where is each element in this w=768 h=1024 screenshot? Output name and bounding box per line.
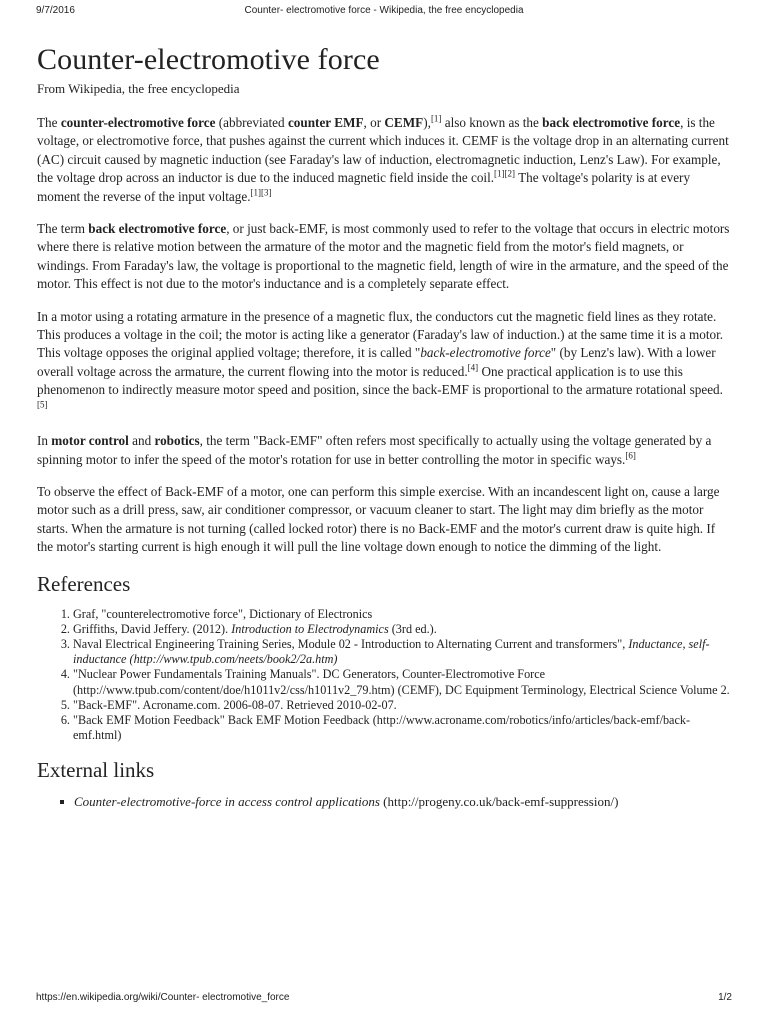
citation-link[interactable]: [1] — [430, 113, 442, 124]
italic-term: back-electromotive force — [420, 345, 551, 361]
text: also known as the — [441, 115, 543, 130]
citation-link[interactable]: [5] — [37, 399, 48, 410]
bold-term: motor control — [51, 433, 129, 449]
citation-link[interactable]: [4] — [467, 362, 479, 373]
citation-link[interactable]: [6] — [625, 450, 636, 461]
print-header — [0, 5, 768, 21]
print-page-number: 1/2 — [718, 992, 732, 1003]
external-link-item — [74, 793, 733, 811]
external-link-url: (http://progeny.co.uk/back-emf-suppression/) — [379, 794, 619, 810]
text: The voltage's polarity is at every moment the reverse of the input voltage. — [37, 170, 691, 204]
bold-term: counter EMF — [287, 115, 364, 130]
bold-term: counter-electromotive force — [60, 115, 216, 130]
print-date: 9/7/2016 — [36, 5, 75, 16]
text: , is the voltage, or electromotive force, that pushes against the current which induces it. CEMF is the voltage drop in an alternating current (AC) circuit caused by magnetic induction (see Faraday's law of induction, electromagnetic induction, Lenz's Law). For example, the voltage drop across an inductor is due to the induced magnetic field inside the coil. — [37, 115, 729, 186]
paragraph-motor — [37, 308, 733, 418]
text: (abbreviated — [215, 115, 288, 130]
external-links-list — [37, 793, 733, 811]
reference-text: "Back EMF Motion Feedback" Back EMF Motion Feedback (http://www.acroname.com/robotics/info/articles/back-emf/back-emf.html) — [73, 712, 691, 743]
bold-term: back electromotive force — [542, 115, 681, 130]
references-list — [37, 607, 733, 744]
bullet-icon — [60, 800, 64, 804]
reference-text: "Back-EMF". Acroname.com. 2006-08-07. Retrieved 2010-02-07. — [73, 697, 397, 712]
article-title: Counter-electromotive force — [37, 43, 380, 76]
citation-link[interactable]: [1][3] — [250, 187, 272, 198]
print-page-title: Counter- electromotive force - Wikipedia, the free encyclopedia — [244, 5, 524, 16]
bold-term: CEMF — [384, 115, 424, 130]
text: and — [128, 433, 155, 449]
references-heading: References — [37, 571, 131, 596]
reference-link[interactable]: Inductance, self-inductance (http://www.tpub.com/neets/book2/2a.htm) — [73, 636, 710, 667]
reference-item — [73, 698, 733, 713]
print-url: https://en.wikipedia.org/wiki/Counter- electromotive_force — [36, 992, 290, 1003]
bold-term: back electromotive force — [88, 221, 227, 237]
reference-item — [73, 667, 733, 697]
paragraph-exercise: To observe the effect of Back-EMF of a motor, one can perform this simple exercise. With an incandescent light on, cause a large motor such as a drill press, saw, air conditioner compressor, or vacuum cleaner to start. The light may dim briefly as the motor starts. When the armature is not turning (called locked rotor) there is no Back-EMF and the motor's current draw is quite high. If the motor's starting current is high enough it will pull the line voltage down enough to notice the dimming of the light. — [37, 483, 720, 555]
bold-term: robotics — [154, 433, 200, 449]
text: In a motor using a rotating armature in the presence of a magnetic flux, the conductors cut the magnetic field lines as they rotate. This produces a voltage in the coil; the motor is acting like a generator (Faraday's law of induction.) at the same time it is a motor. This voltage opposes the original applied voltage; therefore, it is called " — [37, 308, 724, 361]
paragraph-intro — [37, 114, 733, 206]
print-footer — [0, 992, 768, 1008]
external-link[interactable]: Counter-electromotive-force in access control applications — [74, 794, 380, 810]
text: In — [37, 433, 52, 449]
reference-item — [73, 607, 733, 622]
text: , or — [363, 115, 385, 130]
reference-item — [73, 713, 733, 743]
article-subtitle: From Wikipedia, the free encyclopedia — [37, 81, 240, 96]
text: ), — [423, 115, 431, 130]
text: The — [37, 115, 61, 130]
paragraph-motor-control — [37, 432, 733, 469]
reference-book-title: Introduction to Electrodynamics — [231, 621, 389, 636]
reference-item — [73, 622, 733, 637]
text: , or just back-EMF, is most commonly used to refer to the voltage that occurs in electric motors where there is relative motion between the armature of the motor and the magnetic field from the motor's field magnets, or windings. From Faraday's law, the voltage is proportional to the magnetic field, length of wire in the armature, and the speed of the motor. This effect is not due to the motor's inductance and is a completely separate effect. — [37, 221, 730, 292]
external-links-heading: External links — [37, 758, 155, 783]
paragraph-back-emf — [37, 220, 733, 294]
text: , the term "Back-EMF" often refers most specifically to actually using the voltage generated by a spinning motor to infer the speed of the motor's rotation for use in better controlling the motor in specific ways. — [37, 433, 712, 467]
reference-text: "Nuclear Power Fundamentals Training Manuals". DC Generators, Counter-Electromotive Force (http://www.tpub.com/content/doe/h1011v2/css/h1011v2_79.htm) (CEMF), DC Equipment Terminology, Electrical Science Volume 2. — [73, 667, 730, 697]
text: " (by Lenz's law). With a lower overall voltage across the armature, the current flowing into the motor is reduced. — [37, 345, 716, 379]
text: The term — [37, 221, 89, 237]
reference-text: Griffiths, David Jeffery. (2012). — [73, 621, 232, 636]
reference-text: Naval Electrical Engineering Training Series, Module 02 - Introduction to Alternating Current and transformers", — [73, 636, 629, 651]
reference-item — [73, 637, 733, 667]
citation-link[interactable]: [1][2] — [494, 168, 516, 179]
reference-text: Graf, "counterelectromotive force", Dictionary of Electronics — [73, 606, 373, 621]
reference-text: (3rd ed.). — [388, 621, 437, 636]
article-content — [37, 42, 733, 811]
text: One practical application is to use this phenomenon to indirectly measure motor speed and position, since the back-EMF is proportional to the armature rotational speed. — [37, 363, 723, 398]
